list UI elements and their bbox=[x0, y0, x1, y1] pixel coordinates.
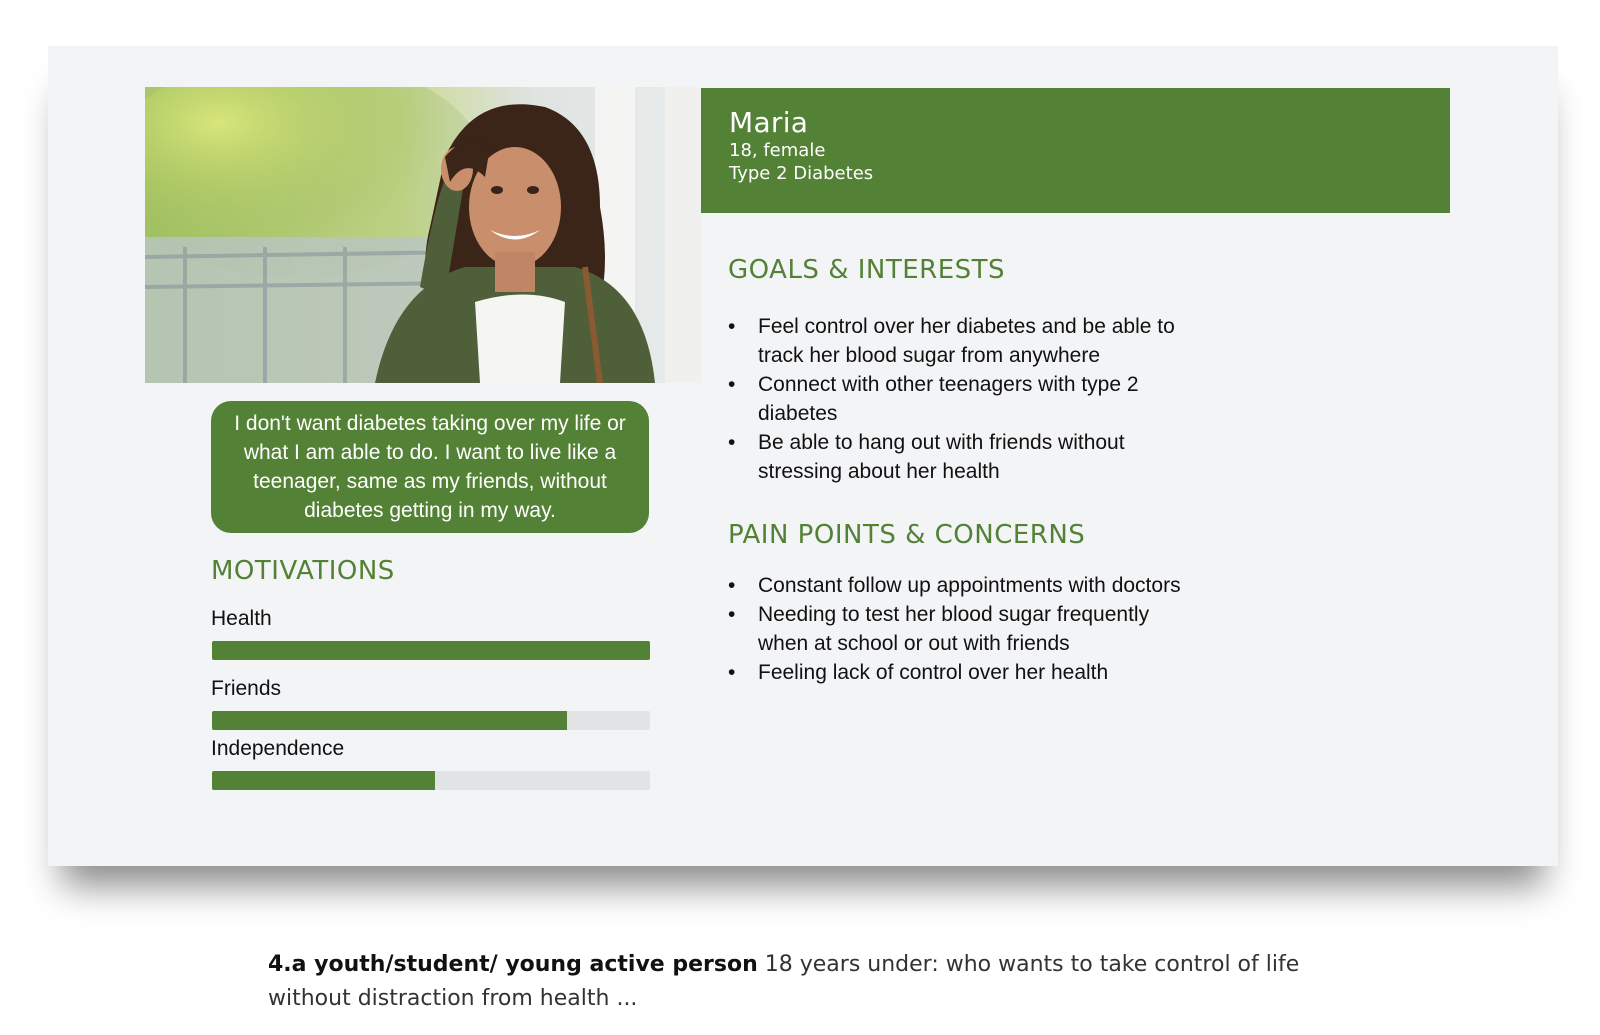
motivation-label-friends: Friends bbox=[211, 677, 282, 700]
pain-points-title: PAIN POINTS & CONCERNS bbox=[728, 520, 1086, 550]
goal-text: Be able to hang out with friends without stressing about her health bbox=[758, 431, 1125, 483]
motivation-fill-health bbox=[212, 641, 650, 660]
list-item bbox=[728, 571, 1198, 600]
motivation-bar-independence bbox=[212, 771, 650, 790]
goals-list bbox=[728, 312, 1198, 486]
caption-bold: 4.a youth/student/ young active person bbox=[268, 952, 758, 977]
list-item bbox=[728, 312, 1198, 370]
persona-quote: I don't want diabetes taking over my life or what I am able to do. I want to live like a teenager, same as my friends, without diabetes getting in my way. bbox=[211, 401, 649, 533]
goal-text: Feel control over her diabetes and be able to track her blood sugar from anywhere bbox=[758, 315, 1175, 367]
motivation-label-health: Health bbox=[211, 607, 272, 630]
motivation-bar-health bbox=[212, 641, 650, 660]
motivation-fill-independence bbox=[212, 771, 435, 790]
pain-point-text: Feeling lack of control over her health bbox=[758, 661, 1109, 684]
persona-header bbox=[701, 88, 1450, 213]
list-item bbox=[728, 428, 1198, 486]
goals-title: GOALS & INTERESTS bbox=[728, 255, 1006, 285]
persona-name: Maria bbox=[729, 106, 809, 139]
caption-text: 18 years under: who wants to take control of life without distraction from health ... bbox=[268, 952, 1300, 1011]
list-item bbox=[728, 600, 1198, 658]
slide-caption bbox=[268, 948, 1348, 1016]
motivation-bar-friends bbox=[212, 711, 650, 730]
pain-point-text: Constant follow up appointments with doctors bbox=[758, 574, 1181, 597]
bullet-icon: • bbox=[728, 431, 736, 454]
list-item bbox=[728, 370, 1198, 428]
bullet-icon: • bbox=[728, 315, 736, 338]
pain-point-text: Needing to test her blood sugar frequently when at school or out with friends bbox=[758, 603, 1150, 655]
persona-condition: Type 2 Diabetes bbox=[729, 163, 874, 184]
motivation-fill-friends bbox=[212, 711, 567, 730]
pain-points-list bbox=[728, 571, 1198, 687]
bullet-icon: • bbox=[728, 574, 736, 597]
goal-text: Connect with other teenagers with type 2 diabetes bbox=[758, 373, 1139, 425]
motivation-label-independence: Independence bbox=[211, 737, 345, 760]
bullet-icon: • bbox=[728, 661, 736, 684]
bullet-icon: • bbox=[728, 603, 736, 626]
list-item bbox=[728, 658, 1198, 687]
bullet-icon: • bbox=[728, 373, 736, 396]
persona-age-gender: 18, female bbox=[729, 140, 826, 161]
motivations-title: MOTIVATIONS bbox=[211, 556, 395, 586]
persona-photo bbox=[145, 87, 701, 383]
